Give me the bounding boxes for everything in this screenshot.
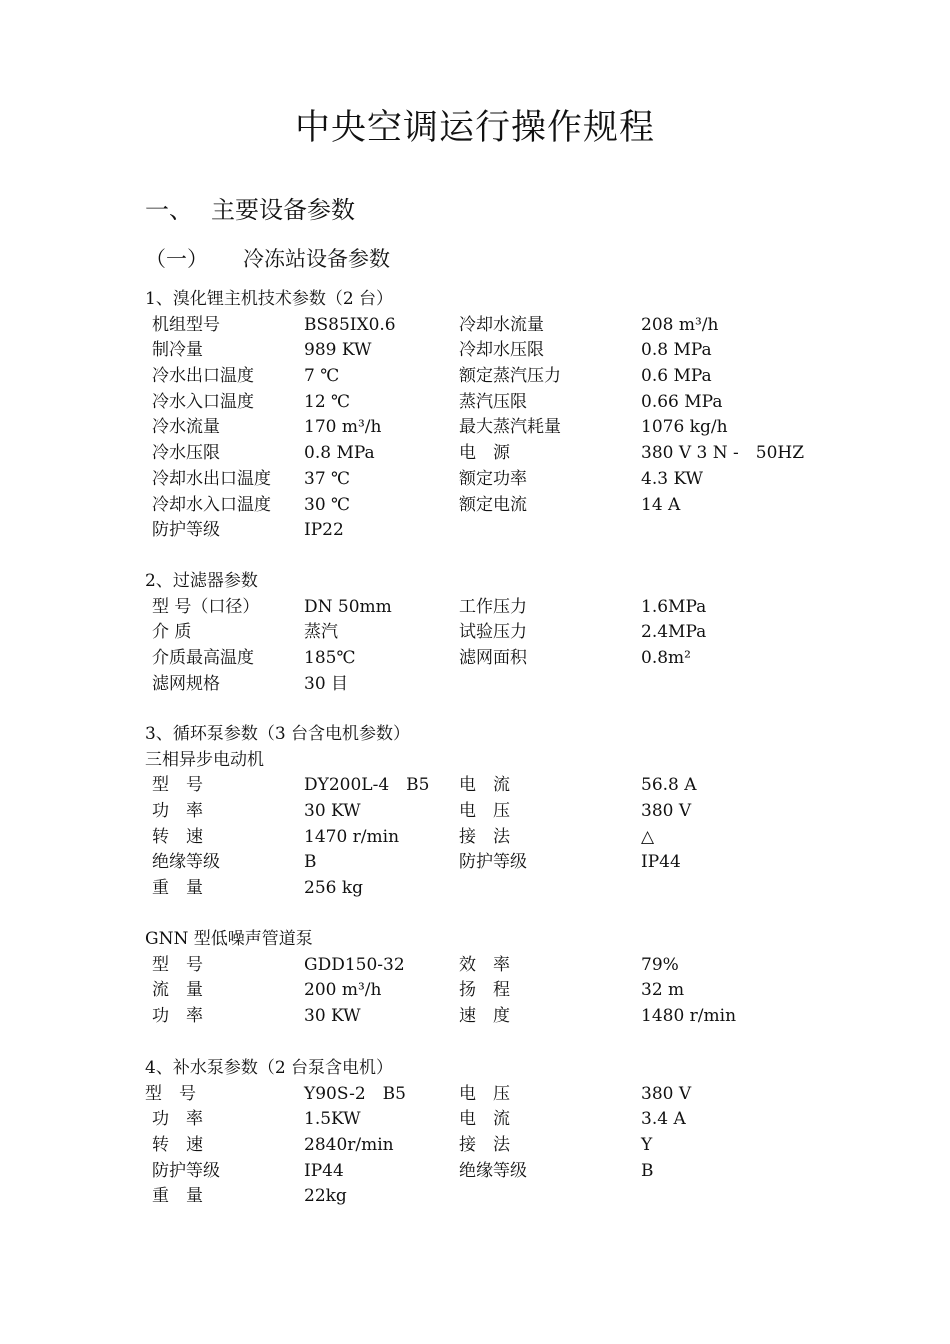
param-label: 试验压力 [459,622,527,643]
param-row [145,338,845,364]
param-row [145,978,845,1004]
param-value: 7 ℃ [304,366,340,387]
param-value: 32 m [641,980,685,1001]
param-value: 185℃ [304,648,356,669]
param-label: 防护等级 [152,520,220,541]
param-label: 冷却水入口温度 [152,494,271,515]
param-label: 型 号 [145,1083,196,1104]
param-label: 电 流 [459,775,510,796]
section-pipeline-pump-params [145,927,845,1030]
param-value: 1076 kg/h [641,417,728,438]
param-value: IP44 [641,852,681,873]
section-makeup-pump-params [145,1056,845,1210]
param-label: 接 法 [459,1135,510,1156]
param-label: 绝缘等级 [152,852,220,873]
param-label: 重 量 [152,878,203,899]
param-value: 200 m³/h [304,980,382,1001]
param-label: 冷却水压限 [459,340,544,361]
param-value: △ [641,826,655,847]
param-label: 滤网面积 [459,648,527,669]
param-label: 额定电流 [459,494,527,515]
param-row [145,1082,845,1108]
param-label: 绝缘等级 [459,1160,527,1181]
param-row [145,415,845,441]
param-value: 14 A [641,494,681,515]
param-value: 0.8m² [641,648,691,669]
param-value: 3.4 A [641,1109,686,1130]
param-label: 电 源 [459,443,510,464]
param-label: 转 速 [152,1135,203,1156]
param-row [145,799,845,825]
param-value: 30 KW [304,1006,361,1027]
param-value: 79% [641,954,679,975]
param-row [145,646,845,672]
param-row [145,595,845,621]
section-chiller-params [145,287,845,544]
param-row [145,1159,845,1185]
param-row [145,364,845,390]
param-label: 流 量 [152,980,203,1001]
heading-level2-text: 冷冻站设备参数 [243,247,390,271]
param-row [145,390,845,416]
param-label: 功 率 [152,801,203,822]
param-value: 380 V 3 N - 50HZ [641,443,805,464]
param-value: 0.6 MPa [641,366,712,387]
param-label: 额定蒸汽压力 [459,366,561,387]
param-label: 最大蒸汽耗量 [459,417,561,438]
param-value: B [304,852,317,873]
section-title: 2、过滤器参数 [145,571,258,591]
param-value: 37 ℃ [304,468,351,489]
param-value: 1480 r/min [641,1006,737,1027]
section-title: 3、循环泵参数（3 台含电机参数） [145,724,411,744]
param-value: BS85IX0.6 [304,314,396,335]
param-value: IP44 [304,1160,344,1181]
param-value: 22kg [304,1186,347,1207]
param-value: 1.5KW [304,1109,361,1130]
param-value: 2840r/min [304,1135,394,1156]
param-row [145,493,845,519]
param-row [145,441,845,467]
param-label: 冷水压限 [152,443,220,464]
param-label: 功 率 [152,1006,203,1027]
param-label: 冷却水流量 [459,314,544,335]
param-row [145,1184,845,1210]
param-label: 防护等级 [152,1160,220,1181]
param-label: 介质最高温度 [152,648,254,669]
section-circulation-pump-params [145,722,845,902]
param-label: 介 质 [152,622,192,643]
heading-level2-number: （一） [145,247,208,271]
param-label: 电 压 [459,1083,510,1104]
param-value: 0.66 MPa [641,391,723,412]
param-row [145,518,845,544]
param-row [145,825,845,851]
section-title: 4、补水泵参数（2 台泵含电机） [145,1058,394,1078]
param-value: DN 50mm [304,596,392,617]
param-value: 989 KW [304,340,372,361]
param-value: 4.3 KW [641,468,704,489]
param-row [145,1004,845,1030]
section-filter-params [145,569,845,697]
param-row [145,313,845,339]
param-label: 型 号（口径） [152,596,260,617]
param-value: 56.8 A [641,775,697,796]
heading-level1-number: 一、 [145,196,193,224]
param-label: 速 度 [459,1006,510,1027]
param-label: 机组型号 [152,314,220,335]
param-value: DY200L-4 B5 [304,775,430,796]
param-label: 扬 程 [459,980,510,1001]
param-label: 型 号 [152,954,203,975]
section-title: 1、溴化锂主机技术参数（2 台） [145,289,394,309]
param-label: 电 流 [459,1109,510,1130]
param-label: 冷水流量 [152,417,220,438]
param-value: 380 V [641,801,692,822]
param-label: 接 法 [459,826,510,847]
section-title: GNN 型低噪声管道泵 [145,929,313,949]
param-value: 12 ℃ [304,391,351,412]
param-row [145,620,845,646]
param-value: B [641,1160,654,1181]
param-row [145,672,845,698]
param-label: 冷却水出口温度 [152,468,271,489]
heading-level2 [145,243,390,273]
param-label: 型 号 [152,775,203,796]
param-row [145,953,845,979]
param-row [145,876,845,902]
param-value: 256 kg [304,878,364,899]
param-value: 380 V [641,1083,692,1104]
param-row [145,850,845,876]
param-label: 冷水出口温度 [152,366,254,387]
param-label: 滤网规格 [152,673,220,694]
param-value: Y90S-2 B5 [304,1083,406,1104]
param-value: 蒸汽 [304,622,338,643]
param-value: 0.8 MPa [304,443,375,464]
param-label: 效 率 [459,954,510,975]
heading-level1-text: 主要设备参数 [211,196,355,224]
param-label: 蒸汽压限 [459,391,527,412]
param-label: 制冷量 [152,340,203,361]
param-value: GDD150-32 [304,954,405,975]
param-value: 30 ℃ [304,494,351,515]
param-label: 功 率 [152,1109,203,1130]
param-value: 1.6MPa [641,596,707,617]
param-value: 30 目 [304,673,349,694]
param-value: 170 m³/h [304,417,382,438]
section-subtitle: 三相异步电动机 [145,749,264,770]
param-label: 重 量 [152,1186,203,1207]
param-label: 冷水入口温度 [152,391,254,412]
param-value: 208 m³/h [641,314,719,335]
param-row [145,773,845,799]
param-row [145,1133,845,1159]
heading-level1 [145,190,355,225]
param-value: 1470 r/min [304,826,400,847]
param-label: 防护等级 [459,852,527,873]
param-label: 工作压力 [459,596,527,617]
param-value: 2.4MPa [641,622,707,643]
param-value: 30 KW [304,801,361,822]
param-row [145,467,845,493]
param-label: 转 速 [152,826,203,847]
param-value: IP22 [304,520,344,541]
document-title: 中央空调运行操作规程 [294,108,655,148]
param-value: 0.8 MPa [641,340,712,361]
param-value: Y [641,1135,653,1156]
param-label: 额定功率 [459,468,527,489]
param-label: 电 压 [459,801,510,822]
param-row [145,1107,845,1133]
